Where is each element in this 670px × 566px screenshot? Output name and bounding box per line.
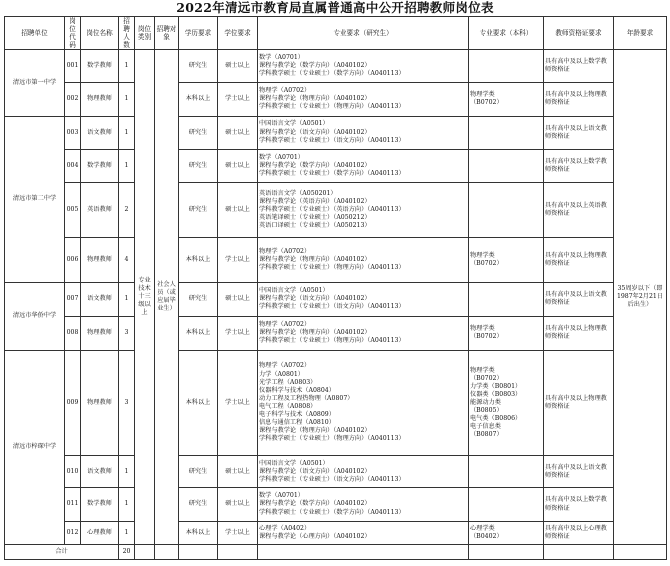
major-graduate-line: 课程与教学论（语文方向）（A040102）: [259, 467, 371, 475]
post-code: 010: [65, 456, 81, 488]
major-graduate-line: 课程与教学论（数学方向）（A040102）: [259, 161, 371, 169]
page-title: 2022年清远市教育局直属普通高中公开招聘教师岗位表: [176, 0, 494, 15]
major-graduate-line: 物理学（A0702）: [259, 362, 311, 370]
major-undergraduate: [469, 149, 544, 183]
major-graduate-line: 中国语言文学（A0501）: [259, 120, 329, 128]
certificate-requirement: 具有高中及以上数学教师资格证: [544, 149, 614, 183]
major-graduate: [258, 149, 469, 183]
education-requirement: 研究生: [179, 456, 218, 488]
post-name: 数学教师: [81, 50, 119, 83]
major-graduate-line: 课程与教学论（心理方向）（A040102）: [259, 532, 371, 540]
major-graduate-line: 力学（A0801）: [259, 370, 304, 378]
table-row: [5, 149, 667, 183]
major-undergraduate: [469, 237, 544, 282]
major-graduate-line: 学科教学硕士（专业硕士）（数学方向）（A040113）: [259, 508, 405, 516]
header-row: [5, 17, 667, 50]
major-graduate-line: 信息与通信工程（A0810）: [259, 419, 335, 427]
post-count: 1: [119, 50, 135, 83]
degree-requirement: 硕士以上: [218, 488, 258, 522]
post-count: 4: [119, 237, 135, 282]
post-count: 1: [119, 488, 135, 522]
post-code: 001: [65, 50, 81, 83]
major-graduate-line: 电气工程（A0808）: [259, 402, 317, 410]
major-undergraduate: [469, 183, 544, 237]
unit-huaqiao-middle-school: 清远市华侨中学: [5, 282, 65, 350]
degree-requirement: 硕士以上: [218, 183, 258, 237]
table-row: [5, 282, 667, 316]
post-count: 1: [119, 82, 135, 116]
header-cert: 教师资格证要求: [544, 17, 614, 50]
major-graduate-line: 英语口译硕士（专业硕士）（A050213）: [259, 222, 371, 230]
major-graduate: [258, 316, 469, 350]
major-graduate-line: 学科教学硕士（专业硕士）（语文方向）（A040113）: [259, 303, 405, 311]
major-graduate-line: 学科教学硕士（专业硕士）（数学方向）（A040113）: [259, 69, 405, 77]
post-count: 1: [119, 521, 135, 544]
major-graduate-line: 学科教学硕士（专业硕士）（语文方向）（A040113）: [259, 136, 405, 144]
table-row: [5, 350, 667, 456]
table-row: [5, 50, 667, 83]
certificate-requirement: 具有高中及以上英语教师资格证: [544, 183, 614, 237]
post-name: 语文教师: [81, 116, 119, 149]
header-edu: 学历要求: [179, 17, 218, 50]
education-requirement: 本科以上: [179, 350, 218, 456]
major-undergraduate-line: （B0702）: [470, 374, 503, 382]
post-name: 物理教师: [81, 237, 119, 282]
unit-second-middle-school: 清远市第二中学: [5, 116, 65, 282]
major-graduate: [258, 521, 469, 544]
major-graduate-line: 课程与教学论（物理方向）（A040102）: [259, 95, 371, 103]
major-graduate: [258, 350, 469, 456]
post-code: 004: [65, 149, 81, 183]
post-count: 1: [119, 456, 135, 488]
table-row: [5, 488, 667, 522]
certificate-requirement: 具有高中及以上语文教师资格证: [544, 116, 614, 149]
major-graduate-line: 数学（A0701）: [259, 53, 304, 61]
major-undergraduate-line: （B0402）: [470, 532, 503, 540]
degree-requirement: 硕士以上: [218, 282, 258, 316]
header-code: 岗位代码: [65, 17, 81, 50]
major-graduate-line: 动力工程及工程热物理（A0807）: [259, 394, 354, 402]
major-undergraduate-line: （B0807）: [470, 431, 503, 439]
education-requirement: 本科以上: [179, 316, 218, 350]
recruitment-table: [4, 16, 667, 560]
major-undergraduate-line: （B0805）: [470, 407, 503, 414]
major-graduate-line: 课程与教学论（物理方向）（A040102）: [259, 427, 371, 435]
major-undergraduate: [469, 488, 544, 522]
major-graduate: [258, 456, 469, 488]
header-category: 岗位类别: [135, 17, 155, 50]
post-code: 002: [65, 82, 81, 116]
table-row: [5, 82, 667, 116]
education-requirement: 研究生: [179, 116, 218, 149]
table-row: [5, 456, 667, 488]
degree-requirement: 硕士以上: [218, 149, 258, 183]
total-empty-cell: [258, 544, 469, 559]
total-empty-cell: [614, 544, 667, 559]
post-count: 1: [119, 149, 135, 183]
post-name: 数学教师: [81, 149, 119, 183]
major-undergraduate-line: 物理学类: [470, 91, 495, 99]
education-requirement: 本科以上: [179, 521, 218, 544]
post-name: 物理教师: [81, 350, 119, 456]
major-undergraduate-line: 物理学类: [470, 325, 495, 333]
major-undergraduate-line: 物理学类: [470, 251, 495, 259]
degree-requirement: 硕士以上: [218, 50, 258, 83]
post-count: 1: [119, 282, 135, 316]
major-graduate-line: 课程与教学论（物理方向）（A040102）: [259, 329, 371, 337]
certificate-requirement: 具有高中及以上物理教师资格证: [544, 237, 614, 282]
degree-requirement: 硕士以上: [218, 116, 258, 149]
post-name: 语文教师: [81, 282, 119, 316]
post-name: 数学教师: [81, 488, 119, 522]
major-graduate-line: 学科教学硕士（专业硕士）（物理方向）（A040113）: [259, 435, 405, 443]
major-graduate-line: 英语语言文学（A050201）: [259, 189, 337, 197]
major-graduate-line: 数学（A0701）: [259, 153, 304, 161]
table-row: [5, 183, 667, 237]
major-graduate-line: 课程与教学论（物理方向）（A040102）: [259, 255, 371, 263]
post-name: 物理教师: [81, 316, 119, 350]
education-requirement: 研究生: [179, 488, 218, 522]
major-undergraduate: [469, 116, 544, 149]
major-graduate: [258, 82, 469, 116]
unit-zichen-middle-school: 清远市梓琛中学: [5, 350, 65, 544]
post-name: 物理教师: [81, 82, 119, 116]
major-graduate: [258, 237, 469, 282]
major-graduate-line: 课程与教学论（数学方向）（A040102）: [259, 61, 371, 69]
major-undergraduate-line: 力学类（B0801）: [470, 382, 522, 390]
post-code: 007: [65, 282, 81, 316]
post-category: 专业技术十三级以上: [135, 50, 155, 545]
total-empty-cell: [544, 544, 614, 559]
major-graduate: [258, 183, 469, 237]
certificate-requirement: 具有高中及以上语文教师资格证: [544, 456, 614, 488]
header-major-ug: 专业要求（本科）: [469, 17, 544, 50]
total-label: 合计: [5, 544, 119, 559]
degree-requirement: 硕士以上: [218, 456, 258, 488]
header-count: 招聘人数: [119, 17, 135, 50]
major-undergraduate: [469, 316, 544, 350]
degree-requirement: 学士以上: [218, 316, 258, 350]
certificate-requirement: 具有高中及以上数学教师资格证: [544, 50, 614, 83]
major-graduate-line: 仪器科学与技术（A0804）: [259, 386, 335, 394]
major-graduate-line: 数学（A0701）: [259, 492, 304, 500]
degree-requirement: 学士以上: [218, 521, 258, 544]
table-row: [5, 316, 667, 350]
post-code: 009: [65, 350, 81, 456]
header-unit: 招聘单位: [5, 17, 65, 50]
major-undergraduate: [469, 350, 544, 456]
recruit-target: 社会人员（或应届毕业生）: [155, 50, 179, 545]
post-name: 语文教师: [81, 456, 119, 488]
major-graduate-line: 中国语言文学（A0501）: [259, 459, 329, 467]
major-undergraduate: [469, 50, 544, 83]
major-undergraduate-line: 能源动力类: [470, 398, 501, 406]
post-code: 005: [65, 183, 81, 237]
major-graduate: [258, 282, 469, 316]
major-graduate-line: 课程与教学论（语文方向）（A040102）: [259, 295, 371, 303]
major-undergraduate: [469, 521, 544, 544]
certificate-requirement: 具有高中及以上物理教师资格证: [544, 82, 614, 116]
certificate-requirement: 具有高中及以上心理教师资格证: [544, 521, 614, 544]
major-graduate-line: 电子科学与技术（A0809）: [259, 411, 335, 419]
major-undergraduate-line: 仪器类（B0803）: [470, 390, 522, 398]
major-undergraduate-line: （B0702）: [470, 333, 503, 341]
major-undergraduate-line: （B0702）: [470, 99, 503, 107]
certificate-requirement: 具有高中及以上物理教师资格证: [544, 316, 614, 350]
major-graduate-line: 学科教学硕士（专业硕士）（物理方向）（A040113）: [259, 103, 405, 111]
post-code: 008: [65, 316, 81, 350]
post-name: 英语教师: [81, 183, 119, 237]
degree-requirement: 学士以上: [218, 82, 258, 116]
total-empty-cell: [155, 544, 179, 559]
post-count: 3: [119, 316, 135, 350]
major-undergraduate-line: 心理学类: [470, 524, 495, 532]
major-graduate-line: 课程与教学论（语文方向）（A040102）: [259, 128, 371, 136]
table-row: [5, 116, 667, 149]
major-graduate: [258, 116, 469, 149]
major-undergraduate-line: 电气类（B0806）: [470, 415, 522, 423]
major-graduate-line: 英语笔译硕士（专业硕士）（A050212）: [259, 214, 371, 222]
certificate-requirement: 具有高中及以上语文教师资格证: [544, 282, 614, 316]
education-requirement: 本科以上: [179, 237, 218, 282]
degree-requirement: 学士以上: [218, 350, 258, 456]
total-row: [5, 544, 667, 559]
total-empty-cell: [179, 544, 218, 559]
total-empty-cell: [218, 544, 258, 559]
major-graduate-line: 物理学（A0702）: [259, 247, 311, 255]
education-requirement: 研究生: [179, 183, 218, 237]
header-major-grad: 专业要求（研究生）: [258, 17, 469, 50]
education-requirement: 研究生: [179, 149, 218, 183]
major-undergraduate: [469, 82, 544, 116]
major-graduate-line: 学科教学硕士（专业硕士）（语文方向）（A040113）: [259, 475, 405, 483]
major-graduate-line: 学科教学硕士（专业硕士）（英语方向）（A040113）: [259, 206, 405, 214]
header-age: 年龄要求: [614, 17, 667, 50]
education-requirement: 本科以上: [179, 82, 218, 116]
major-undergraduate-line: 电子信息类: [470, 423, 501, 431]
major-graduate-line: 物理学（A0702）: [259, 87, 311, 95]
unit-first-middle-school: 清远市第一中学: [5, 50, 65, 117]
total-empty-cell: [469, 544, 544, 559]
certificate-requirement: 具有高中及以上数学教师资格证: [544, 488, 614, 522]
degree-requirement: 学士以上: [218, 237, 258, 282]
table-row: [5, 237, 667, 282]
major-undergraduate: [469, 282, 544, 316]
education-requirement: 研究生: [179, 50, 218, 83]
major-graduate: [258, 50, 469, 83]
post-name: 心理教师: [81, 521, 119, 544]
major-graduate-line: 课程与教学论（数学方向）（A040102）: [259, 500, 371, 508]
major-graduate-line: 学科教学硕士（专业硕士）（物理方向）（A040113）: [259, 337, 405, 345]
age-requirement: 35周岁以下（即1987年2月21日后出生）: [614, 50, 667, 545]
post-code: 012: [65, 521, 81, 544]
major-undergraduate: [469, 456, 544, 488]
post-count: 3: [119, 350, 135, 456]
post-code: 003: [65, 116, 81, 149]
post-count: 2: [119, 183, 135, 237]
major-graduate-line: 课程与教学论（英语方向）（A040102）: [259, 197, 371, 205]
table-row: [5, 521, 667, 544]
total-empty-cell: [135, 544, 155, 559]
post-code: 006: [65, 237, 81, 282]
major-graduate-line: 物理学（A0702）: [259, 321, 311, 329]
major-graduate: [258, 488, 469, 522]
post-code: 011: [65, 488, 81, 522]
header-degree: 学位要求: [218, 17, 258, 50]
major-undergraduate-line: （B0702）: [470, 259, 503, 267]
education-requirement: 研究生: [179, 282, 218, 316]
major-graduate-line: 中国语言文学（A0501）: [259, 287, 329, 295]
header-name: 岗位名称: [81, 17, 119, 50]
major-graduate-line: 学科教学硕士（专业硕士）（数学方向）（A040113）: [259, 169, 405, 177]
major-graduate-line: 心理学（A0402）: [259, 524, 311, 532]
header-target: 招聘对象: [155, 17, 179, 50]
total-count: 20: [119, 544, 135, 559]
major-graduate-line: 光学工程（A0803）: [259, 378, 317, 386]
major-graduate-line: 学科教学硕士（专业硕士）（物理方向）（A040113）: [259, 263, 405, 271]
major-undergraduate-line: 物理学类: [470, 366, 495, 374]
post-count: 1: [119, 116, 135, 149]
certificate-requirement: 具有高中及以上物理教师资格证: [544, 350, 614, 456]
